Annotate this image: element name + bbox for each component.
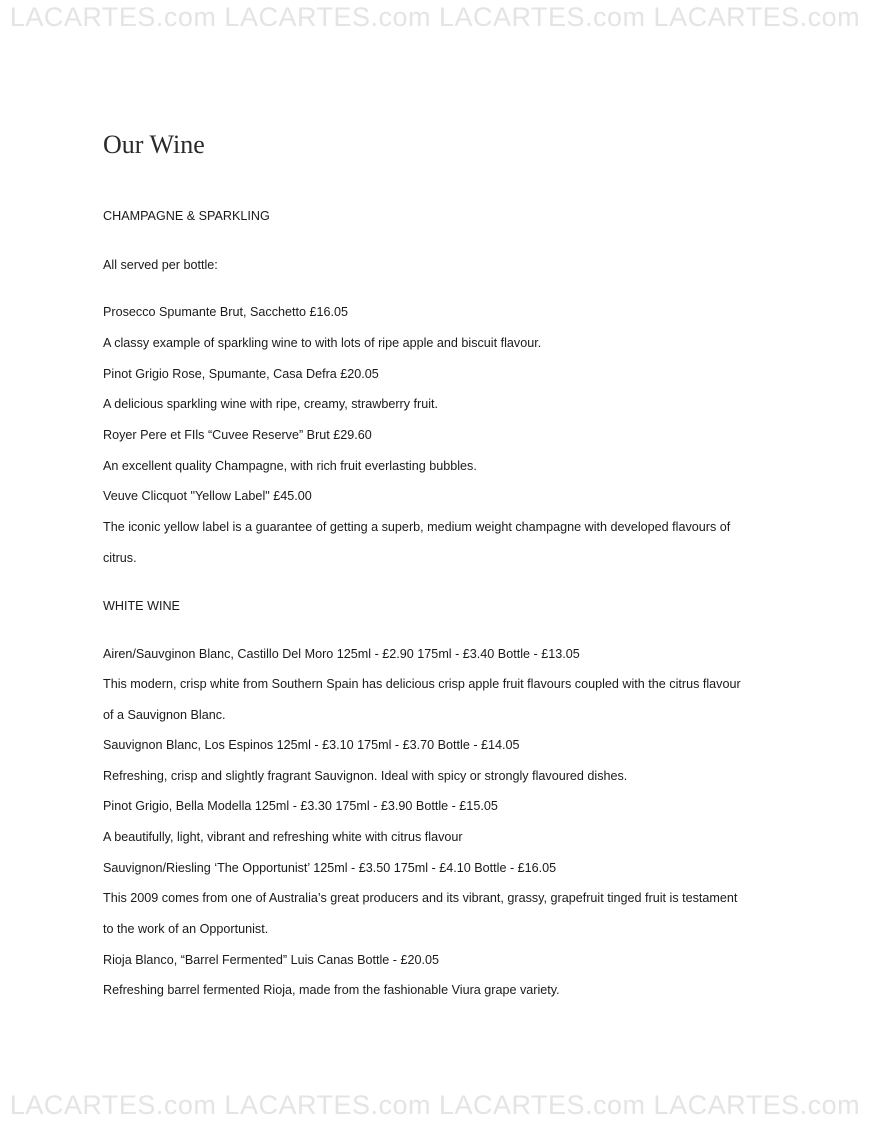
- wine-name-line: Royer Pere et FIls “Cuvee Reserve” Brut £29.60: [103, 428, 372, 442]
- wine-description-line: This 2009 comes from one of Australia’s great producers and its vibrant, grassy, grapefruit tinged fruit is testament: [103, 891, 738, 905]
- wine-description-line: The iconic yellow label is a guarantee of getting a superb, medium weight champagne with developed flavours of: [103, 520, 731, 534]
- wine-name-line: Sauvignon Blanc, Los Espinos 125ml - £3.10 175ml - £3.70 Bottle - £14.05: [103, 738, 520, 752]
- wine-description-line: Refreshing, crisp and slightly fragrant Sauvignon. Ideal with spicy or strongly flavoured dishes.: [103, 769, 628, 783]
- wine-name-line: Prosecco Spumante Brut, Sacchetto £16.05: [103, 305, 349, 319]
- wine-description-line: of a Sauvignon Blanc.: [103, 708, 226, 722]
- wine-description-line: Refreshing barrel fermented Rioja, made from the fashionable Viura grape variety.: [103, 983, 560, 997]
- watermark-top: LACARTES.com LACARTES.com LACARTES.com LACARTES.com: [9, 2, 861, 32]
- wine-description-line: A beautifully, light, vibrant and refreshing white with citrus flavour: [103, 830, 463, 844]
- wine-description-line: to the work of an Opportunist.: [103, 922, 269, 936]
- sparkling-note: All served per bottle:: [103, 258, 218, 272]
- section-heading-white: WHITE WINE: [103, 599, 180, 613]
- page-title: Our Wine: [103, 130, 205, 159]
- wine-description-line: A delicious sparkling wine with ripe, creamy, strawberry fruit.: [103, 397, 439, 411]
- wine-description-line: citrus.: [103, 551, 137, 565]
- wine-name-line: Pinot Grigio, Bella Modella 125ml - £3.30 175ml - £3.90 Bottle - £15.05: [103, 799, 498, 813]
- wine-name-line: Airen/Sauvginon Blanc, Castillo Del Moro 125ml - £2.90 175ml - £3.40 Bottle - £13.05: [103, 647, 580, 661]
- wine-description-line: A classy example of sparkling wine to with lots of ripe apple and biscuit flavour.: [103, 336, 542, 350]
- wine-name-line: Pinot Grigio Rose, Spumante, Casa Defra £20.05: [103, 367, 379, 381]
- wine-description-line: This modern, crisp white from Southern Spain has delicious crisp apple fruit flavours coupled with the citrus flavour: [103, 677, 741, 691]
- wine-name-line: Rioja Blanco, “Barrel Fermented” Luis Canas Bottle - £20.05: [103, 953, 439, 967]
- section-heading-sparkling: CHAMPAGNE & SPARKLING: [103, 209, 270, 223]
- wine-name-line: Veuve Clicquot "Yellow Label" £45.00: [103, 489, 312, 503]
- wine-name-line: Sauvignon/Riesling ‘The Opportunist’ 125ml - £3.50 175ml - £4.10 Bottle - £16.05: [103, 861, 557, 875]
- watermark-bottom: LACARTES.com LACARTES.com LACARTES.com LACARTES.com: [9, 1090, 861, 1120]
- wine-description-line: An excellent quality Champagne, with rich fruit everlasting bubbles.: [103, 459, 477, 473]
